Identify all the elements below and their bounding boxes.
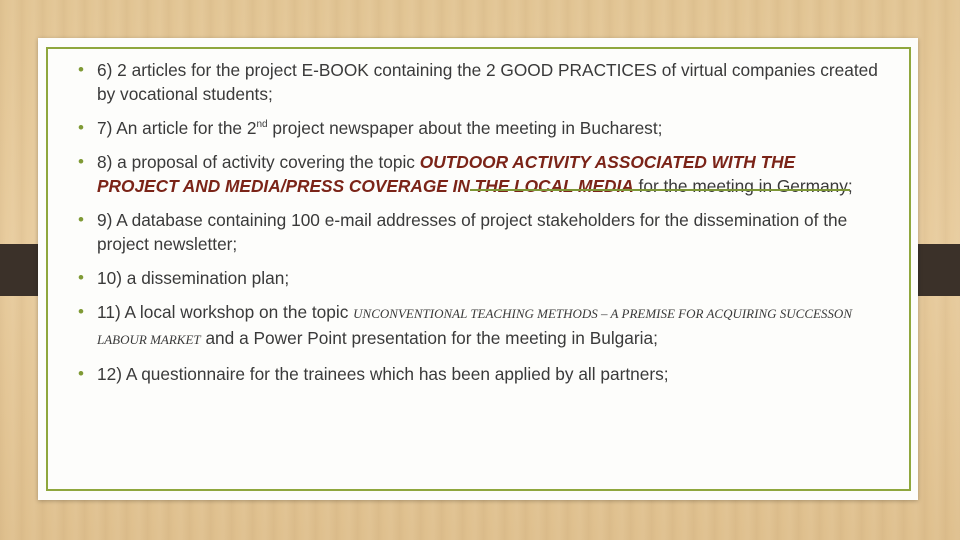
bullet-text: 8) a proposal of activity covering the topic <box>97 152 420 172</box>
bullet-text: 7) An article for the 2 <box>97 118 257 138</box>
bullet-text-cont: and a Power Point presentation for the meeting in Bulgaria; <box>200 328 658 348</box>
bullet-text: 9) A database containing 100 e-mail addresses of project stakeholders for the dissemination of the project newsletter; <box>97 210 848 254</box>
bullet-item-12 <box>78 362 878 386</box>
bullet-icon: • <box>78 60 84 79</box>
bullet-icon: • <box>78 152 84 171</box>
bullet-text: 12) A questionnaire for the trainees which has been applied by all partners; <box>97 364 669 384</box>
bullet-icon: • <box>78 118 84 137</box>
ordinal-suffix: nd <box>256 119 268 131</box>
bullet-icon: • <box>78 302 84 321</box>
bullet-text-cont: project newspaper about the meeting in Bucharest; <box>267 118 663 138</box>
bullet-text-cont: for the meeting in Germany; <box>633 176 853 196</box>
highlighted-topic: OUTDOOR ACTIVITY ASSOCIATED WITH THE PROJECT AND MEDIA/PRESS COVERAGE IN THE LOCAL MEDIA <box>97 152 796 196</box>
bullet-text: 6) 2 articles for the project E-BOOK containing the 2 GOOD PRACTICES of virtual companies created by vocational students; <box>97 60 878 104</box>
underline-rule <box>470 189 850 191</box>
bullet-icon: • <box>78 364 84 383</box>
bullet-item-9 <box>78 208 878 256</box>
bullet-item-7 <box>78 116 878 140</box>
workshop-topic: UNCONVENTIONAL TEACHING METHODS – A PREMISE FOR ACQUIRING SUCCESSON LABOUR MARKET <box>97 306 852 347</box>
bullet-item-11 <box>78 300 878 352</box>
bullet-text: 10) a dissemination plan; <box>97 268 290 288</box>
bullet-icon: • <box>78 210 84 229</box>
bullet-icon: • <box>78 268 84 287</box>
bullet-text: 11) A local workshop on the topic <box>97 302 354 322</box>
bullet-list <box>78 58 878 396</box>
bullet-item-10 <box>78 266 878 290</box>
bullet-item-6 <box>78 58 878 106</box>
